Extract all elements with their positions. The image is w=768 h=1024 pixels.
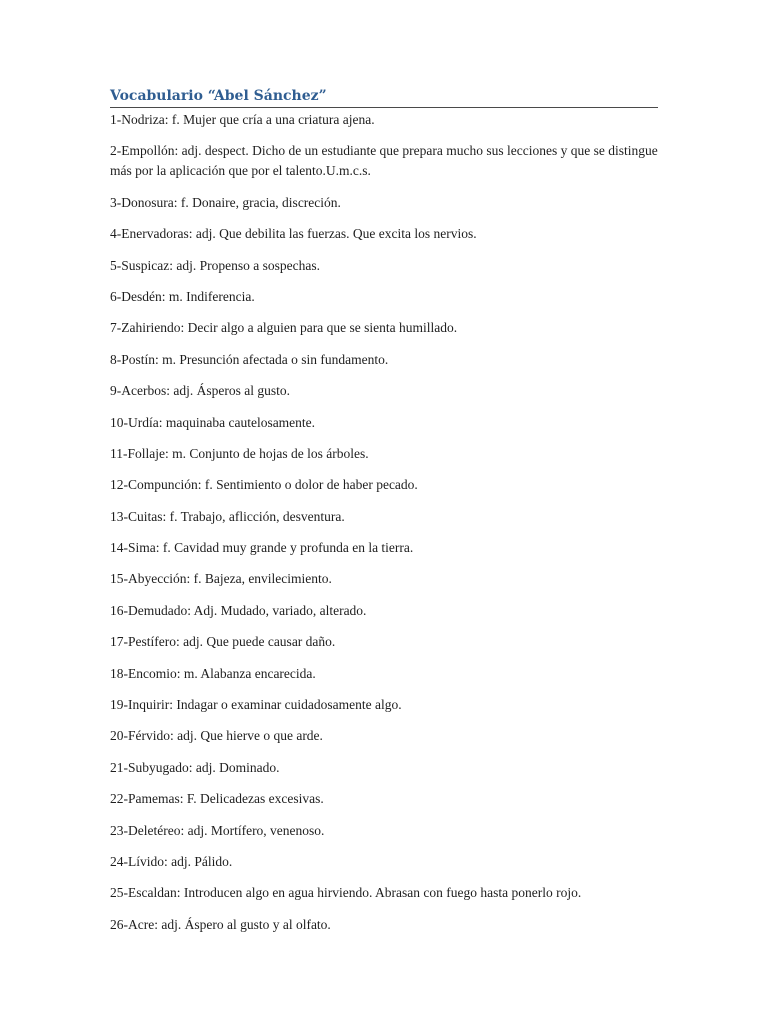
vocabulary-entry: 12-Compunción: f. Sentimiento o dolor de haber pecado. <box>110 477 418 493</box>
vocabulary-entry: 24-Lívido: adj. Pálido. <box>110 853 233 869</box>
vocabulary-entry: 10-Urdía: maquinaba cautelosamente. <box>110 414 316 430</box>
vocabulary-entry: 21-Subyugado: adj. Dominado. <box>110 759 280 775</box>
vocabulary-entry: 14-Sima: f. Cavidad muy grande y profunda en la tierra. <box>110 540 414 556</box>
vocabulary-entry: 19-Inquirir: Indagar o examinar cuidadosamente algo. <box>110 697 402 713</box>
vocabulary-entry: 22-Pamemas: F. Delicadezas excesivas. <box>110 791 324 807</box>
vocabulary-entry: 20-Férvido: adj. Que hierve o que arde. <box>110 728 323 744</box>
vocabulary-entry: 15-Abyección: f. Bajeza, envilecimiento. <box>110 571 332 587</box>
vocabulary-entry: 4-Enervadoras: adj. Que debilita las fuerzas. Que excita los nervios. <box>110 226 477 242</box>
vocabulary-entry: 9-Acerbos: adj. Ásperos al gusto. <box>110 383 290 399</box>
document-title: Vocabulario “Abel Sánchez” <box>110 88 327 104</box>
vocabulary-entry: 3-Donosura: f. Donaire, gracia, discreción. <box>110 194 341 210</box>
vocabulary-entry: 25-Escaldan: Introducen algo en agua hirviendo. Abrasan con fuego hasta ponerlo rojo. <box>110 885 582 901</box>
vocabulary-entry: 26-Acre: adj. Áspero al gusto y al olfato. <box>110 916 331 932</box>
vocabulary-list <box>110 110 658 946</box>
vocabulary-entry: 18-Encomio: m. Alabanza encarecida. <box>110 665 316 681</box>
title-underline <box>110 107 658 108</box>
vocabulary-entry: 5-Suspicaz: adj. Propenso a sospechas. <box>110 257 320 273</box>
vocabulary-entry: 13-Cuitas: f. Trabajo, aflicción, desventura. <box>110 508 345 524</box>
vocabulary-entry: 23-Deletéreo: adj. Mortífero, venenoso. <box>110 822 325 838</box>
vocabulary-entry: 1-Nodriza: f. Mujer que cría a una criatura ajena. <box>110 112 375 127</box>
vocabulary-entry: 8-Postín: m. Presunción afectada o sin fundamento. <box>110 351 389 367</box>
vocabulary-entry: 11-Follaje: m. Conjunto de hojas de los árboles. <box>110 445 369 461</box>
vocabulary-entry: 7-Zahiriendo: Decir algo a alguien para que se sienta humillado. <box>110 320 458 336</box>
vocabulary-entry: 17-Pestífero: adj. Que puede causar daño. <box>110 634 336 650</box>
vocabulary-entry: 2-Empollón: adj. despect. Dicho de un estudiante que prepara mucho sus lecciones y que se distingue más por la aplicación que por el talento.U.m.c.s. <box>110 143 658 179</box>
vocabulary-entry: 6-Desdén: m. Indiferencia. <box>110 288 255 304</box>
vocabulary-entry: 16-Demudado: Adj. Mudado, variado, alterado. <box>110 602 367 618</box>
